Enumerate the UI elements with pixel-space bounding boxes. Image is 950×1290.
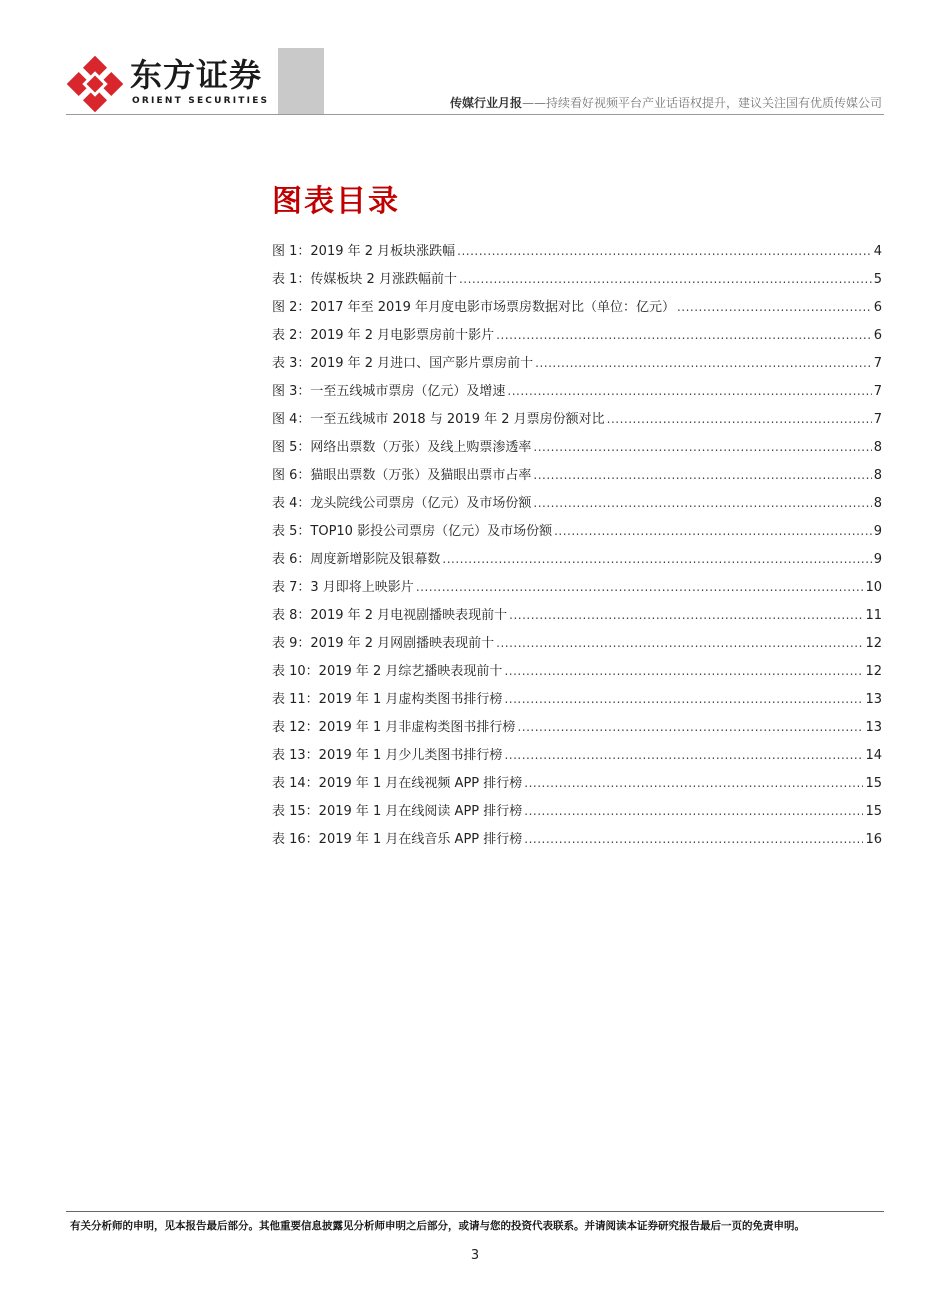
- toc-entry-page: 12: [865, 664, 882, 679]
- toc-entry-page: 14: [865, 748, 882, 763]
- toc-entry[interactable]: [272, 492, 882, 520]
- toc-entry[interactable]: [272, 716, 882, 744]
- toc-entry[interactable]: [272, 352, 882, 380]
- toc-entry-page: 16: [865, 832, 882, 847]
- toc-entry-label: 表 14：2019 年 1 月在线视频 APP 排行榜: [272, 776, 523, 791]
- toc-entry-page: 8: [873, 496, 882, 511]
- table-of-figures: [272, 240, 882, 856]
- toc-entry-label: 图 3：一至五线城市票房（亿元）及增速: [272, 384, 506, 399]
- toc-entry-page: 11: [865, 608, 882, 623]
- toc-leader-dots: [524, 832, 863, 846]
- toc-entry-page: 9: [873, 524, 882, 539]
- toc-entry[interactable]: [272, 464, 882, 492]
- logo-english-name: ORIENT SECURITIES: [132, 96, 270, 106]
- toc-entry-page: 7: [873, 412, 882, 427]
- toc-entry[interactable]: [272, 604, 882, 632]
- header-divider: [66, 114, 884, 115]
- toc-entry[interactable]: [272, 296, 882, 324]
- toc-entry-page: 9: [873, 552, 882, 567]
- toc-entry[interactable]: [272, 436, 882, 464]
- toc-entry[interactable]: [272, 800, 882, 828]
- toc-leader-dots: [554, 524, 872, 538]
- toc-entry-label: 图 1：2019 年 2 月板块涨跌幅: [272, 244, 456, 259]
- orient-securities-logo-icon: [66, 56, 124, 112]
- toc-entry-page: 6: [873, 300, 882, 315]
- toc-entry[interactable]: [272, 744, 882, 772]
- toc-leader-dots: [457, 244, 872, 258]
- toc-entry-page: 8: [873, 468, 882, 483]
- toc-entry[interactable]: [272, 660, 882, 688]
- toc-entry[interactable]: [272, 688, 882, 716]
- toc-leader-dots: [507, 384, 871, 398]
- toc-leader-dots: [533, 468, 871, 482]
- toc-entry-page: 6: [873, 328, 882, 343]
- toc-entry-page: 5: [873, 272, 882, 287]
- toc-entry[interactable]: [272, 828, 882, 856]
- toc-leader-dots: [524, 776, 863, 790]
- toc-leader-dots: [517, 720, 863, 734]
- footer-disclaimer: 有关分析师的申明，见本报告最后部分。其他重要信息披露见分析师申明之后部分，或请与您的投资代表联系。并请阅读本证券研究报告最后一页的免责申明。: [70, 1220, 805, 1232]
- toc-leader-dots: [535, 356, 872, 370]
- toc-entry-label: 表 10：2019 年 2 月综艺播映表现前十: [272, 664, 503, 679]
- toc-leader-dots: [416, 580, 864, 594]
- toc-entry-label: 表 11：2019 年 1 月虚构类图书排行榜: [272, 692, 503, 707]
- toc-leader-dots: [496, 636, 863, 650]
- toc-entry-page: 4: [873, 244, 882, 259]
- toc-entry[interactable]: [272, 520, 882, 548]
- toc-entry[interactable]: [272, 772, 882, 800]
- toc-entry-label: 图 4：一至五线城市 2018 与 2019 年 2 月票房份额对比: [272, 412, 605, 427]
- report-type: 传媒行业月报: [449, 96, 522, 110]
- toc-leader-dots: [504, 748, 863, 762]
- toc-entry[interactable]: [272, 576, 882, 604]
- toc-leader-dots: [504, 692, 863, 706]
- toc-entry[interactable]: [272, 240, 882, 268]
- page-number: 3: [470, 1248, 480, 1263]
- toc-leader-dots: [496, 328, 872, 342]
- toc-entry-label: 表 7：3 月即将上映影片: [272, 580, 414, 595]
- logo-chinese-name: 东方证券: [130, 56, 263, 94]
- toc-entry-label: 表 1：传媒板块 2 月涨跌幅前十: [272, 272, 457, 287]
- toc-entry-page: 15: [865, 776, 882, 791]
- toc-leader-dots: [524, 804, 863, 818]
- report-subtitle: 持续看好视频平台产业话语权提升，建议关注国有优质传媒公司: [545, 96, 882, 110]
- toc-leader-dots: [459, 272, 872, 286]
- toc-leader-dots: [504, 664, 863, 678]
- toc-entry-label: 表 2：2019 年 2 月电影票房前十影片: [272, 328, 495, 343]
- toc-entry[interactable]: [272, 268, 882, 296]
- toc-entry-label: 表 5：TOP10 影投公司票房（亿元）及市场份额: [272, 524, 553, 539]
- toc-entry-page: 13: [865, 692, 882, 707]
- report-header: [450, 94, 882, 111]
- toc-entry-label: 表 6：周度新增影院及银幕数: [272, 552, 441, 567]
- company-logo: [66, 56, 270, 112]
- toc-entry-page: 15: [865, 804, 882, 819]
- toc-entry[interactable]: [272, 380, 882, 408]
- toc-entry-page: 7: [873, 356, 882, 371]
- toc-title: 图表目录: [272, 184, 400, 219]
- toc-entry-label: 表 3：2019 年 2 月进口、国产影片票房前十: [272, 356, 534, 371]
- toc-entry-label: 表 12：2019 年 1 月非虚构类图书排行榜: [272, 720, 516, 735]
- toc-entry-label: 表 4：龙头院线公司票房（亿元）及市场份额: [272, 496, 532, 511]
- header-separator: ——: [521, 96, 546, 110]
- toc-leader-dots: [509, 608, 863, 622]
- toc-entry[interactable]: [272, 324, 882, 352]
- toc-entry[interactable]: [272, 548, 882, 576]
- toc-entry-page: 13: [865, 720, 882, 735]
- toc-entry-label: 图 5：网络出票数（万张）及线上购票渗透率: [272, 440, 532, 455]
- toc-entry-page: 12: [865, 636, 882, 651]
- toc-entry-page: 7: [873, 384, 882, 399]
- toc-entry-label: 图 2：2017 年至 2019 年月度电影市场票房数据对比（单位：亿元）: [272, 300, 675, 315]
- toc-leader-dots: [533, 440, 871, 454]
- toc-entry-label: 表 16：2019 年 1 月在线音乐 APP 排行榜: [272, 832, 523, 847]
- toc-leader-dots: [533, 496, 871, 510]
- toc-entry-label: 表 8：2019 年 2 月电视剧播映表现前十: [272, 608, 508, 623]
- toc-entry[interactable]: [272, 632, 882, 660]
- toc-entry-page: 8: [873, 440, 882, 455]
- toc-leader-dots: [442, 552, 871, 566]
- toc-entry[interactable]: [272, 408, 882, 436]
- toc-entry-label: 表 9：2019 年 2 月网剧播映表现前十: [272, 636, 495, 651]
- toc-entry-label: 表 15：2019 年 1 月在线阅读 APP 排行榜: [272, 804, 523, 819]
- footer-divider: [66, 1211, 884, 1212]
- toc-entry-label: 图 6：猫眼出票数（万张）及猫眼出票市占率: [272, 468, 532, 483]
- toc-leader-dots: [677, 300, 872, 314]
- toc-entry-page: 10: [865, 580, 882, 595]
- header-decorative-tab: [278, 48, 324, 114]
- toc-leader-dots: [607, 412, 872, 426]
- toc-entry-label: 表 13：2019 年 1 月少儿类图书排行榜: [272, 748, 503, 763]
